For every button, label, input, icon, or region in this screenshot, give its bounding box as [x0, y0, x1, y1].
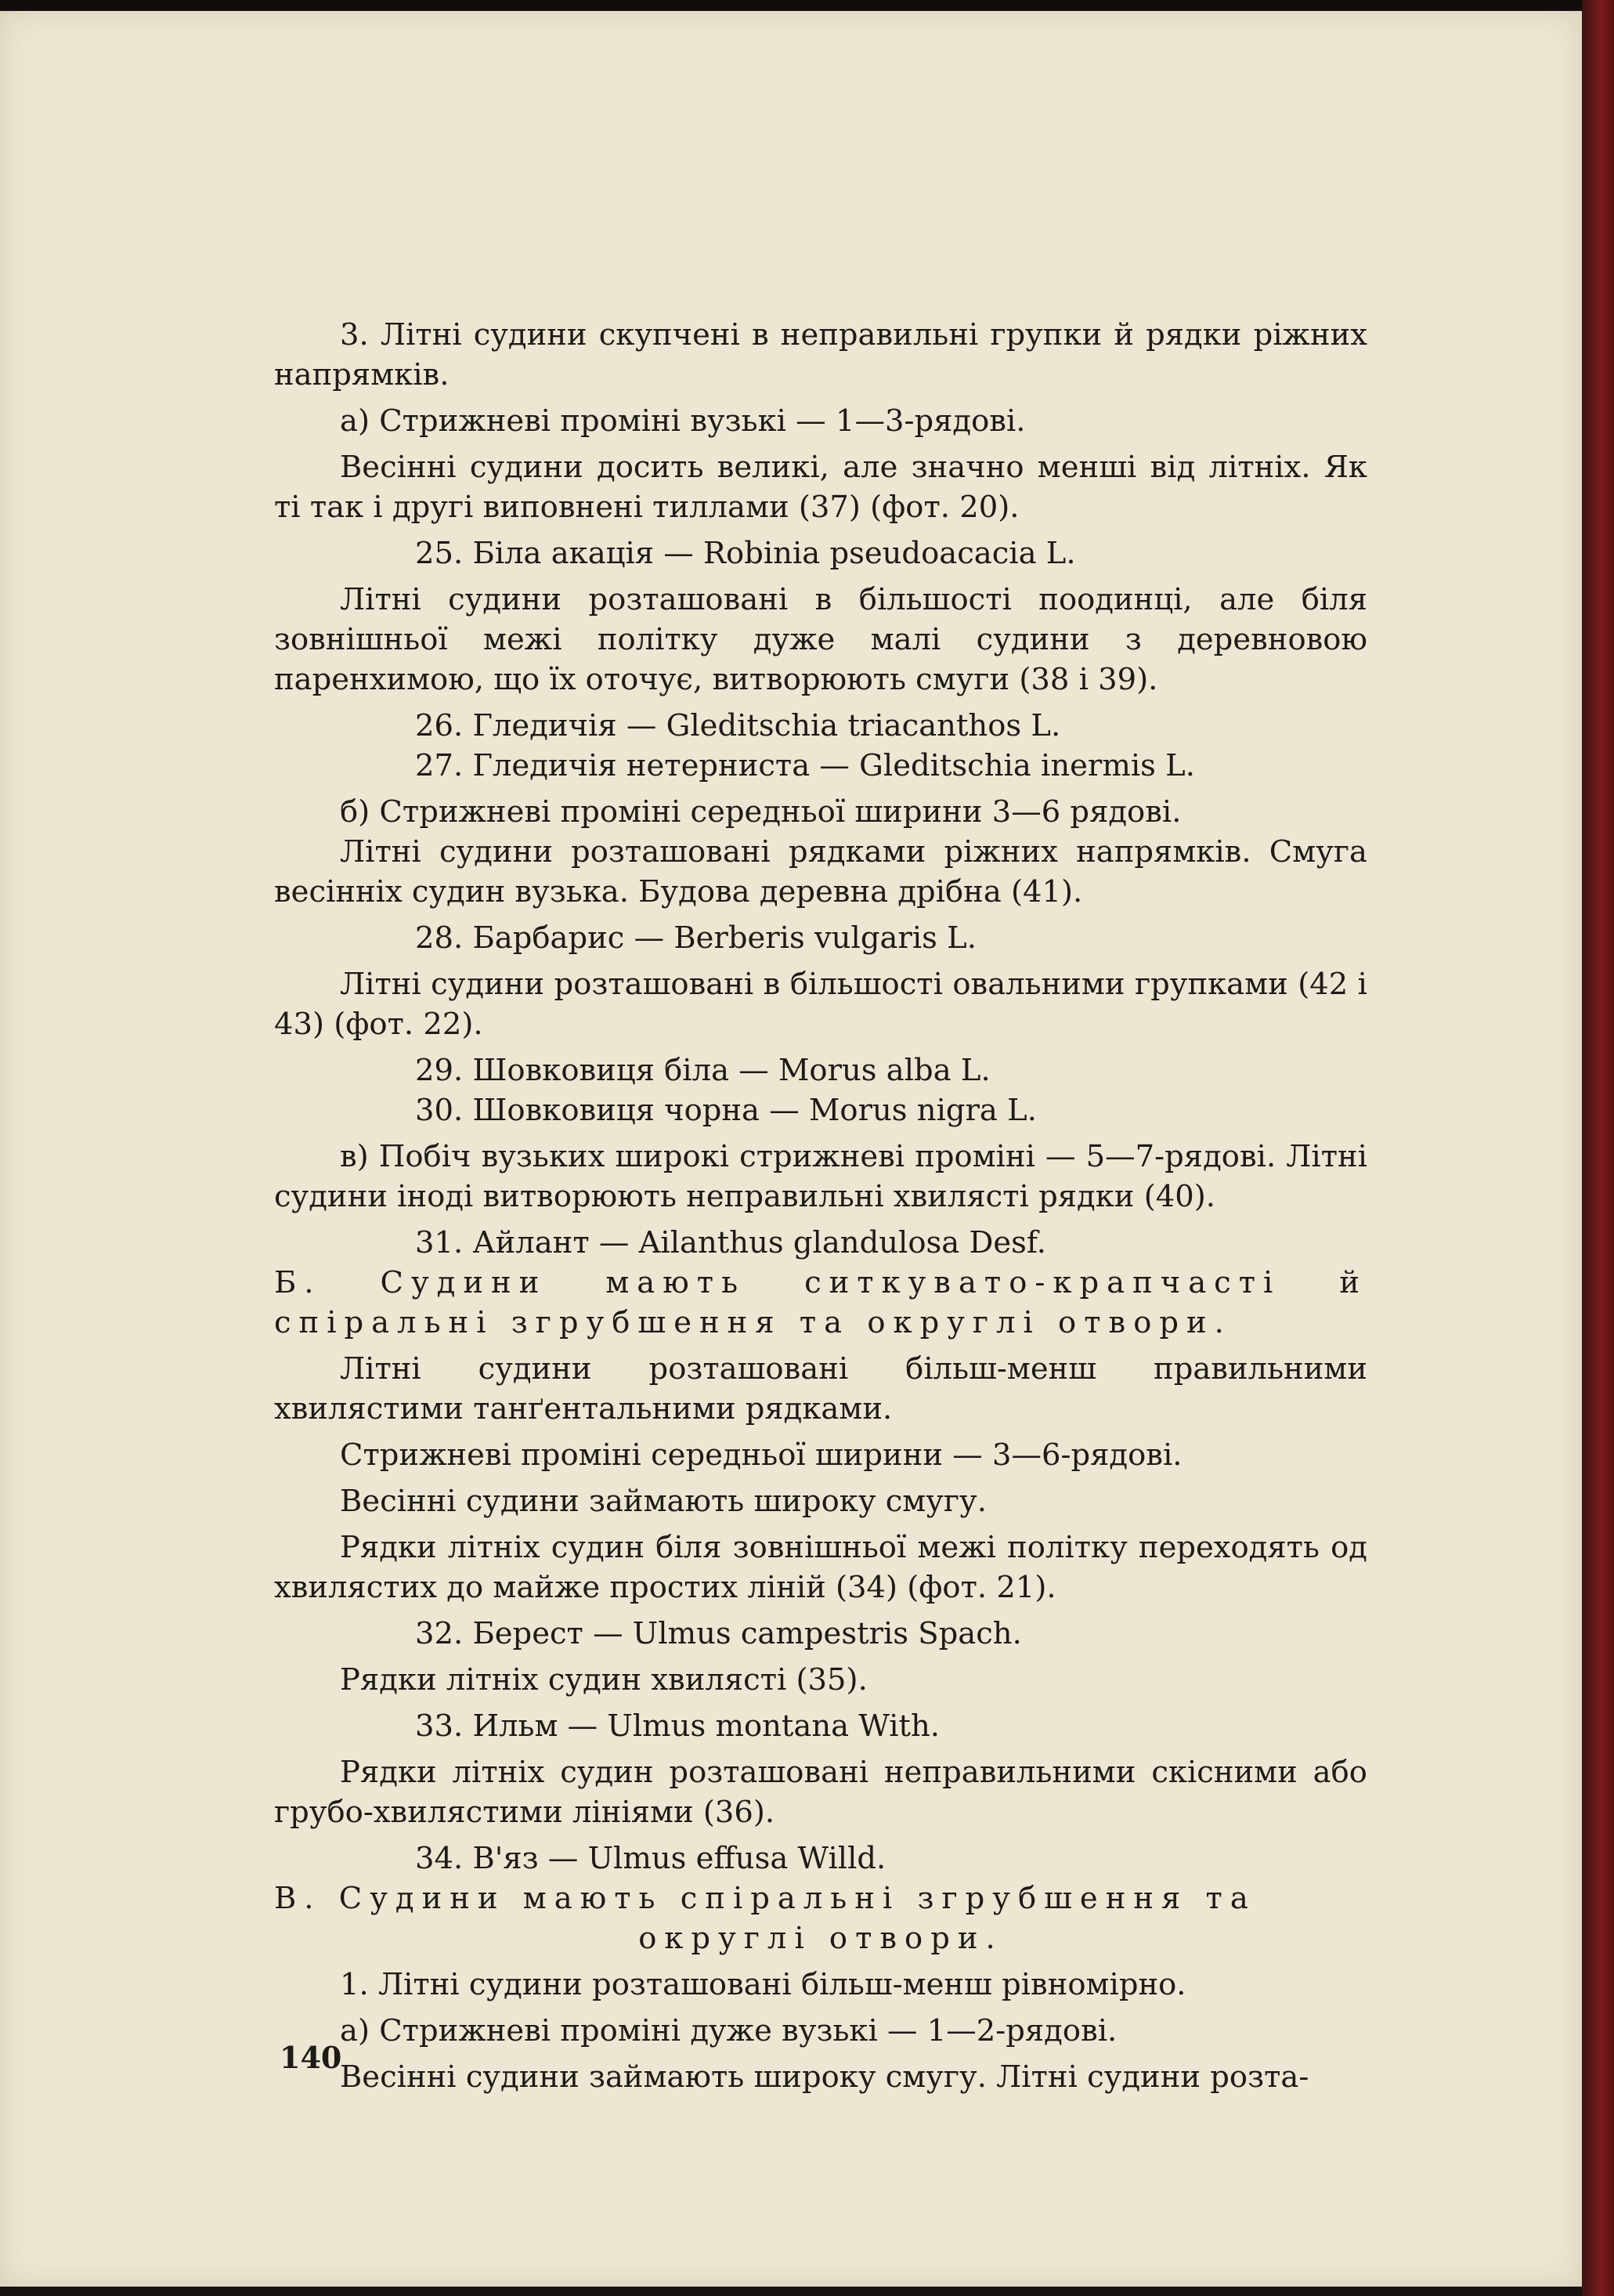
species-entry: 27. Гледичія нетерниста — Gleditschia inermis L.	[415, 748, 1195, 783]
paragraph: Весінні судини займають широку смугу. Літні судини розта-	[340, 2059, 1309, 2095]
paragraph: Рядки літніх судин хвилясті (35).	[340, 1662, 868, 1698]
page-text	[274, 315, 1367, 2097]
subsection-heading: а) Стрижневі проміні вузькі — 1—3-рядові.	[340, 403, 1026, 439]
species-entry: 29. Шовковиця біла — Morus alba L.	[415, 1053, 991, 1088]
scan-top-edge	[0, 0, 1614, 11]
section-heading-b: Б. Судини мають ситкувато-крапчасті й спіральні згрубшення та округлі отвори.	[274, 1265, 1367, 1340]
paragraph: Літні судини розташовані рядками ріжних напрямків. Смуга весінніх судин вузька. Будова деревна дрібна (41).	[274, 834, 1367, 909]
subsection-heading: б) Стрижневі проміні середньої ширини 3—6 рядові.	[340, 794, 1182, 830]
page-number: 140	[280, 2040, 342, 2075]
paragraph: Стрижневі проміні середньої ширини — 3—6-рядові.	[340, 1437, 1183, 1473]
paragraph: Весінні судини досить великі, але значно менші від літніх. Як ті так і другі виповнені тиллами (37) (фот. 20).	[274, 450, 1367, 525]
section-heading-v-cont: округлі отвори.	[638, 1921, 1003, 1956]
species-entry: 33. Ильм — Ulmus montana With.	[415, 1708, 941, 1744]
species-entry: 31. Айлант — Ailanthus glandulosa Desf.	[415, 1225, 1046, 1260]
paragraph: Літні судини розташовані в більшості овальними групками (42 і 43) (фот. 22).	[274, 967, 1367, 1042]
paragraph: Рядки літніх судин розташовані неправильними скісними або грубо-хвилястими лініями (36).	[274, 1755, 1367, 1830]
species-entry: 26. Гледичія — Gleditschia triacanthos L.	[415, 708, 1061, 743]
paragraph: Літні судини розташовані в більшості поодинці, але біля зовнішньої межі політку дуже малі судини з деревновою паренхимою, що їх оточує, витворюють смуги (38 і 39).	[274, 582, 1367, 697]
subsection-heading: а) Стрижневі проміні дуже вузькі — 1—2-рядові.	[340, 2013, 1118, 2048]
species-entry: 30. Шовковиця чорна — Morus nigra L.	[415, 1093, 1037, 1128]
paragraph: Рядки літніх судин біля зовнішньої межі політку переходять од хвилястих до майже простих ліній (34) (фот. 21).	[274, 1530, 1367, 1605]
section-heading-v: В. Судини мають спіральні згрубшення та	[274, 1881, 1256, 1916]
subsection-heading: в) Побіч вузьких широкі стрижневі проміні — 5—7-рядові. Літні судини іноді витворюють неправильні хвилясті рядки (40).	[274, 1139, 1367, 1214]
paragraph: 1. Літні судини розташовані більш-менш рівномірно.	[340, 1967, 1186, 2002]
paragraph: Літні судини розташовані більш-менш правильними хвилястими танґентальними рядками.	[274, 1351, 1367, 1426]
paragraph: 3. Літні судини скупчені в неправильні групки й рядки ріжних напрямків.	[274, 317, 1367, 392]
species-entry: 32. Берест — Ulmus campestris Spach.	[415, 1616, 1022, 1651]
paragraph: Весінні судини займають широку смугу.	[340, 1484, 987, 1519]
species-entry: 34. В'яз — Ulmus effusa Willd.	[415, 1841, 886, 1876]
species-entry: 25. Біла акація — Robinia pseudoacacia L.	[415, 536, 1076, 571]
book-page	[0, 11, 1582, 2287]
book-spine-edge	[1582, 0, 1614, 2296]
species-entry: 28. Барбарис — Berberis vulgaris L.	[415, 920, 977, 956]
